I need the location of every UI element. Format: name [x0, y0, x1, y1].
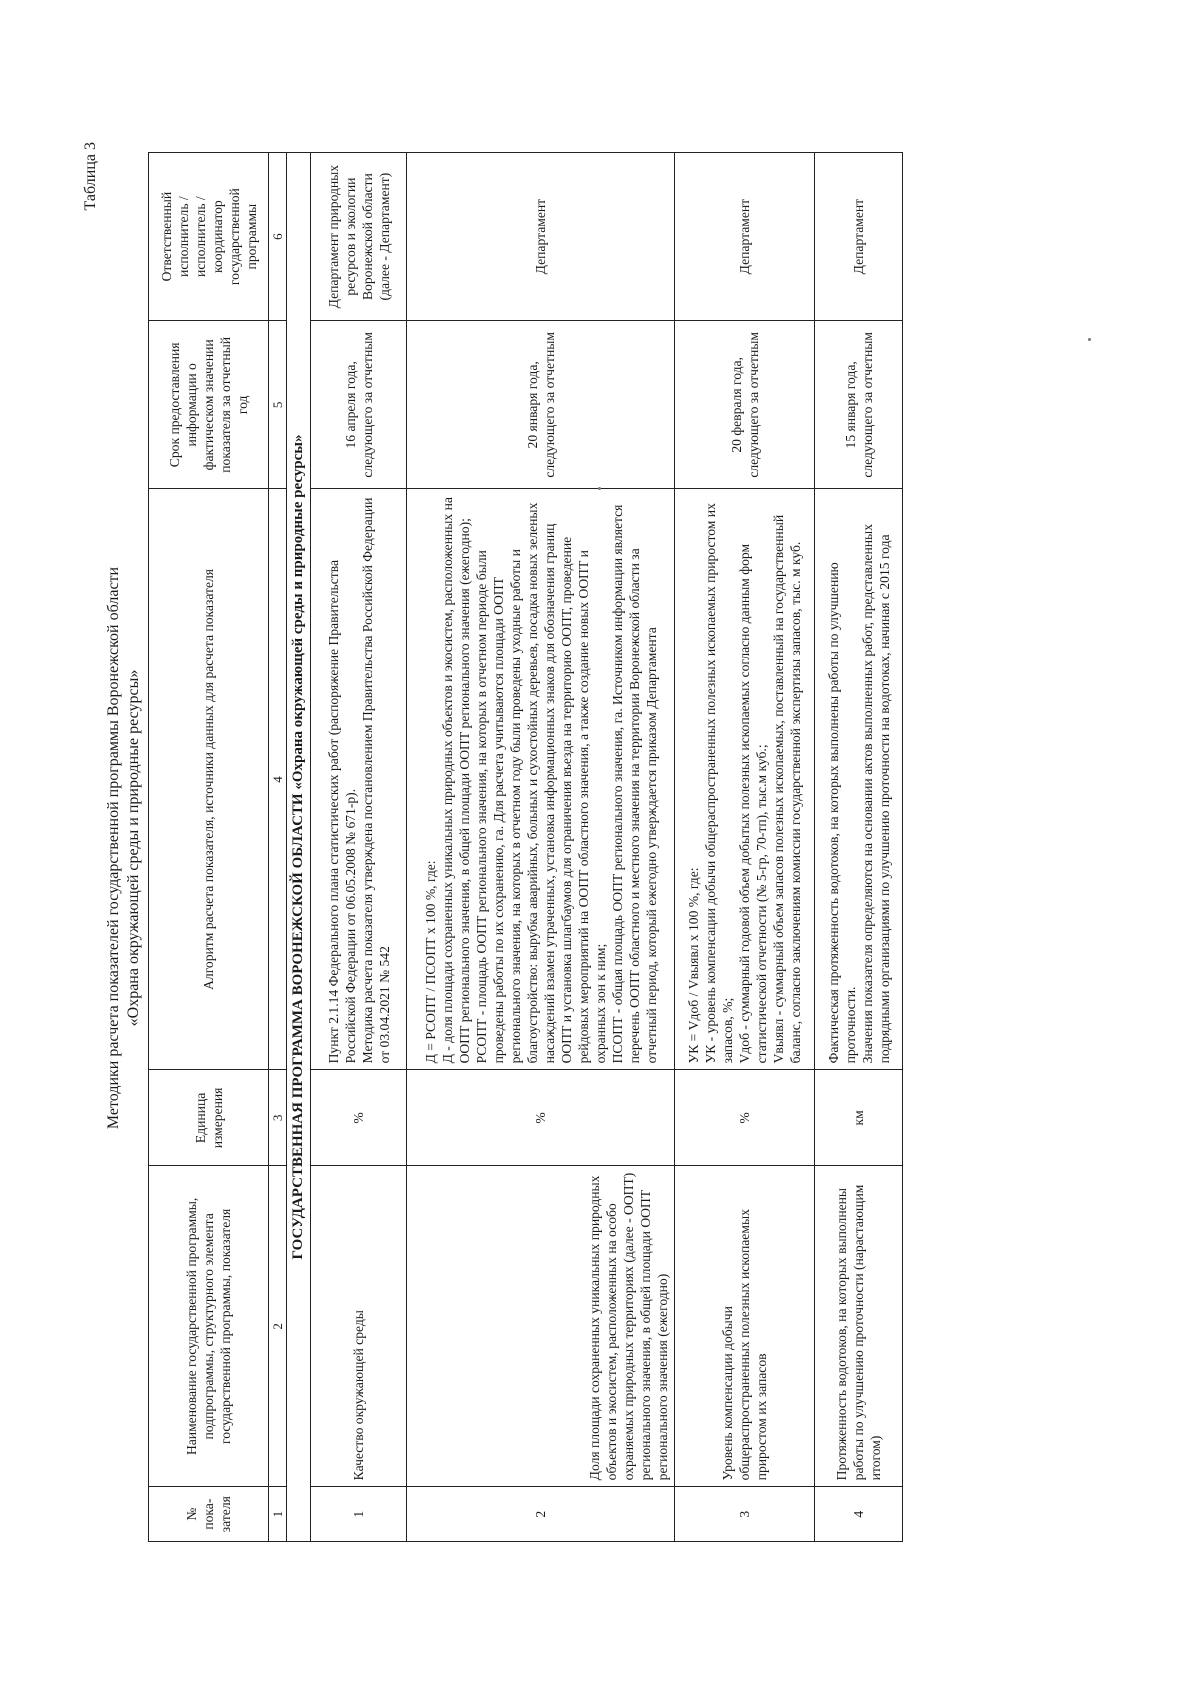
indicator-deadline: 20 января года, следующего за отчетным: [407, 320, 675, 488]
algorithm-line: Значения показателя определяются на основании актов выполненных работ, представленных подрядными организациями по улучшению проточности на водотоках, начиная с 2015 года: [859, 523, 892, 1063]
table-label: Таблица 3: [82, 141, 99, 210]
row-number: 4: [815, 1486, 903, 1541]
column-number: 2: [269, 1165, 287, 1486]
indicators-table: [148, 152, 903, 1542]
indicator-deadline: 16 апреля года, следующего за отчетным: [311, 320, 407, 488]
header-deadline: Срок предоставления информации о фактическом значении показателя за отчетный год: [149, 320, 269, 488]
indicator-responsible: Департамент: [407, 152, 675, 320]
algorithm-line: Vдоб - суммарный годовой объем добытых полезных ископаемых согласно данным форм статистической отчетности (№ 5-гр, 70-тп), тыс.м куб.;: [737, 543, 769, 1063]
section-title: ГОСУДАРСТВЕННАЯ ПРОГРАММА ВОРОНЕЖСКОЙ ОБЛАСТИ «Охрана окружающей среды и природные ресурсы»: [287, 152, 311, 1541]
indicator-name: Уровень компенсации добычи общераспространенных полезных ископаемых приростом их запасов: [675, 1165, 815, 1486]
algorithm-line: ПСОПТ - общая площадь ООПТ регионального значения, га. Источником информации является перечень ООПТ областного и местного значения на территории Воронежской области за отчетный период, который ежегодно утверждается приказом Департамента: [609, 504, 659, 1063]
algorithm-line: Д - доля площади сохраненных уникальных природных объектов и экосистем, расположенных на ООПТ регионального значения, в общей площади ООПТ регионального значения (ежегодно);: [439, 496, 472, 1063]
indicator-deadline: 20 февраля года, следующего за отчетным: [675, 320, 815, 488]
indicator-name: Качество окружающей среды: [311, 1165, 407, 1486]
table-row: [815, 152, 903, 1541]
column-number: 6: [269, 152, 287, 320]
indicator-algorithm: [675, 488, 815, 1069]
table-header-row: [149, 152, 269, 1541]
indicator-unit: %: [675, 1069, 815, 1165]
title-line-1: Методики расчета показателей государственной программы Воронежской области: [105, 566, 122, 1129]
indicator-responsible: Департамент природных ресурсов и экологии Воронежской области (далее - Департамент): [311, 152, 407, 320]
document-title: [104, 58, 144, 1638]
indicator-name: Доля площади сохраненных уникальных природных объектов и экосистем, расположенных на особо охраняемых природных территориях (далее - ООПТ) регионального значения, в общей площади ООПТ регионального значения (ежегодно): [407, 1165, 675, 1486]
indicator-algorithm: [407, 488, 675, 1069]
algorithm-line: УК = Vдоб / Vвыявл х 100 %, где:: [686, 866, 701, 1063]
table-row: [407, 152, 675, 1541]
scan-speck: [598, 487, 601, 490]
column-number: 4: [269, 488, 287, 1069]
indicator-responsible: Департамент: [815, 152, 903, 320]
header-unit: Единица измерения: [149, 1069, 269, 1165]
row-number: 3: [675, 1486, 815, 1541]
column-numbers-row: [269, 152, 287, 1541]
column-number: 5: [269, 320, 287, 488]
indicator-unit: %: [407, 1069, 675, 1165]
header-number: № пока-зателя: [149, 1486, 269, 1541]
row-number: 1: [311, 1486, 407, 1541]
row-number: 2: [407, 1486, 675, 1541]
section-row: [287, 152, 311, 1541]
header-name: Наименование государственной программы, подпрограммы, структурного элемента государственной программы, показателя: [149, 1165, 269, 1486]
header-algorithm: Алгоритм расчета показателя, источники данных для расчета показателя: [149, 488, 269, 1069]
indicator-unit: км: [815, 1069, 903, 1165]
indicator-name: Протяженность водотоков, на которых выполнены работы по улучшению проточности (нарастающим итогом): [815, 1165, 903, 1486]
algorithm-line: Vвыявл - суммарный объем запасов полезных ископаемых, поставленный на государственный баланс, согласно заключениям комиссии государственной экспертизы запасов, тыс. м куб.: [771, 514, 803, 1063]
indicator-deadline: 15 января года, следующего за отчетным: [815, 320, 903, 488]
algorithm-line: РСОПТ - площадь ООПТ регионального значения, на которых в отчетном периоде были проведены работы по их сохранению, га. Для расчета учитываются площади ООПТ регионального значения, на которых в отчетном году были проведены уходные работы и благоустройство: вырубка аварийных, больных и сухостойных деревьев, посадка новых зеленых насаждений взамен утраченных, установка информационных знаков для обозначения границ ООПТ и установка шлагбаумов для ограничения въезда на территорию ООПТ, проведение рейдовых мероприятий на ООПТ областного значения, а также создание новых ООПТ и охранных зон к ним;: [473, 502, 608, 1063]
table-row: [675, 152, 815, 1541]
document-page: [30, 58, 1170, 1638]
indicator-responsible: Департамент: [675, 152, 815, 320]
column-number: 3: [269, 1069, 287, 1165]
indicator-algorithm: [815, 488, 903, 1069]
algorithm-line: УК - уровень компенсации добычи общераспространенных полезных ископаемых приростом их запасов, %;: [703, 502, 735, 1063]
algorithm-line: Д = РСОПТ / ПСОПТ х 100 %, где:: [422, 859, 438, 1063]
table-row: [311, 152, 407, 1541]
header-responsible: Ответственный исполнитель / исполнитель / координатор государственной программы: [149, 152, 269, 320]
algorithm-line: Методика расчета показателя утверждена постановлением Правительства Российской Федерации от 03.04.2021 № 542: [359, 497, 392, 1063]
algorithm-line: Фактическая протяженность водотоков, на которых выполнены работы по улучшению проточности.: [825, 561, 858, 1063]
scan-speck: [1088, 338, 1091, 341]
column-number: 1: [269, 1486, 287, 1541]
indicator-algorithm: [311, 488, 407, 1069]
algorithm-line: Пункт 2.1.14 Федерального плана статистических работ (распоряжение Правительства Российской Федерации от 06.05.2008 № 671-р).: [325, 559, 358, 1063]
title-line-2: «Охрана окружающей среды и природные ресурсы»: [125, 669, 142, 1026]
indicator-unit: %: [311, 1069, 407, 1165]
